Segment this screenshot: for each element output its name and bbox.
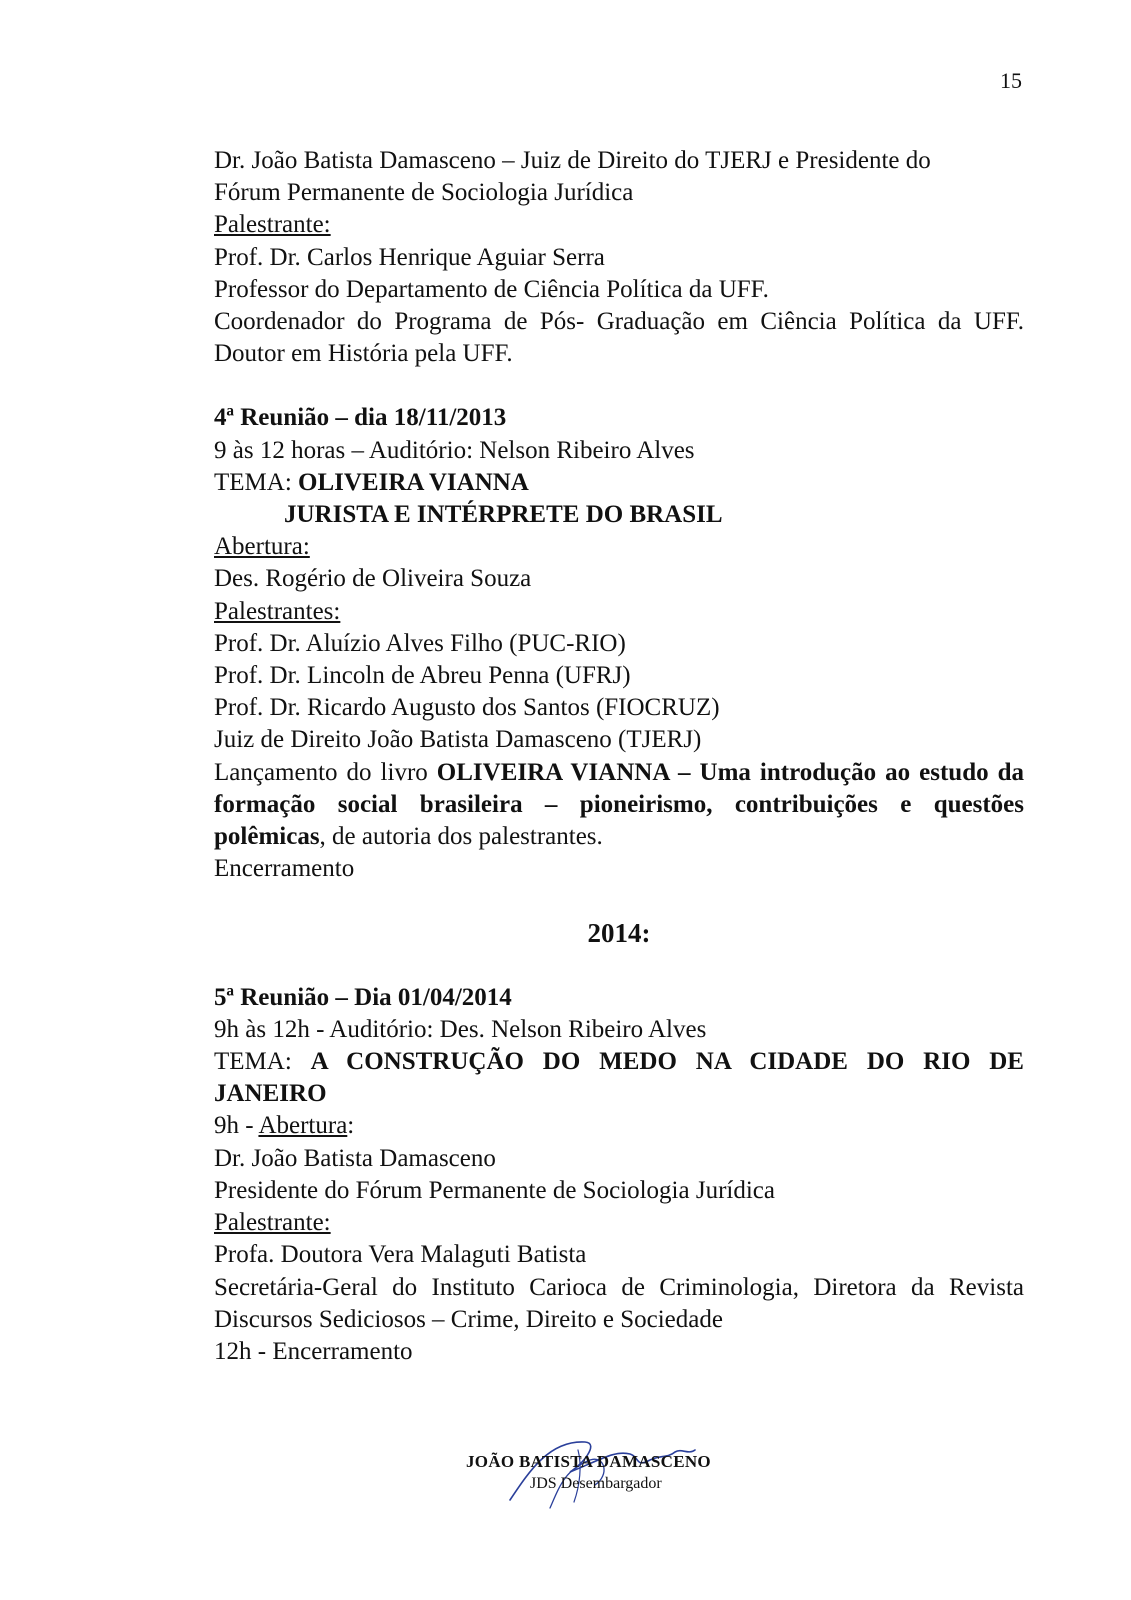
page-number: 15	[1000, 68, 1022, 93]
meeting5-tema-label: TEMA:	[214, 1048, 311, 1076]
meeting5-opening-role: Presidente do Fórum Permanente de Sociologia Jurídica	[214, 1176, 775, 1204]
year-heading: 2014:	[587, 918, 651, 949]
meeting4-tema-line-1: OLIVEIRA VIANNA	[298, 468, 529, 496]
intro-speaker-label: Palestrante:	[214, 211, 331, 239]
meeting4-book-title: OLIVEIRA VIANNA – Uma introdução ao estudo da formação social brasileira – pioneirismo, contribuições e questões polêmicas	[214, 758, 1025, 851]
meeting4-speaker-3: Prof. Dr. Ricardo Augusto dos Santos (FIOCRUZ)	[214, 694, 720, 722]
document-body	[214, 145, 1024, 1368]
meeting5-opening-colon: :	[347, 1112, 355, 1140]
signature-name: JOÃO BATISTA DAMASCENO	[466, 1452, 711, 1471]
meeting5-opening-time: 9h -	[214, 1112, 259, 1140]
meeting5-tema	[214, 1046, 1024, 1110]
intro-line-1: Dr. João Batista Damasceno – Juiz de Direito do TJERJ e Presidente do	[214, 147, 931, 174]
meeting5-speaker-label: Palestrante:	[214, 1209, 331, 1237]
intro-speaker-role-2: Coordenador do Programa de Pós- Graduação em Ciência Política da UFF. Doutor em História pela UFF.	[214, 308, 1024, 368]
meeting4-book-launch	[214, 757, 1024, 854]
meeting4-speaker-4: Juiz de Direito João Batista Damasceno (TJERJ)	[214, 726, 702, 754]
meeting4-time-place: 9 às 12 horas – Auditório: Nelson Ribeiro Alves	[214, 436, 695, 464]
meeting5-speaker-role: Secretária-Geral do Instituto Carioca de Criminologia, Diretora da Revista Discursos Sediciosos – Crime, Direito e Sociedade	[214, 1273, 1024, 1333]
meeting4-closing: Encerramento	[214, 855, 355, 883]
meeting4-tema-line-2: JURISTA E INTÉRPRETE DO BRASIL	[284, 501, 723, 529]
meeting5-closing: 12h - Encerramento	[214, 1337, 413, 1365]
meeting4-opening-name: Des. Rogério de Oliveira Souza	[214, 565, 532, 593]
meeting4-launch-suffix: , de autoria dos palestrantes.	[319, 823, 603, 851]
intro-speaker-role-1: Professor do Departamento de Ciência Política da UFF.	[214, 275, 769, 303]
meeting4-heading: 4ª Reunião – dia 18/11/2013	[214, 404, 507, 432]
meeting4-speakers-label: Palestrantes:	[214, 597, 341, 625]
intro-speaker-name: Prof. Dr. Carlos Henrique Aguiar Serra	[214, 243, 605, 271]
intro-line-2: Fórum Permanente de Sociologia Jurídica	[214, 179, 634, 207]
signature-role: JDS Desembargador	[530, 1475, 662, 1492]
meeting5-time-place: 9h às 12h - Auditório: Des. Nelson Ribeiro Alves	[214, 1015, 707, 1043]
meeting4-tema-label: TEMA:	[214, 468, 299, 496]
meeting4-launch-prefix: Lançamento do livro	[214, 758, 437, 786]
meeting5-tema-title: A CONSTRUÇÃO DO MEDO NA CIDADE DO RIO DE JANEIRO	[214, 1048, 1024, 1108]
meeting5-opening-name: Dr. João Batista Damasceno	[214, 1144, 496, 1172]
signature-block	[440, 1430, 760, 1510]
meeting5-opening-label: Abertura	[258, 1112, 348, 1140]
meeting5-heading: 5ª Reunião – Dia 01/04/2014	[214, 983, 512, 1011]
meeting4-opening-label: Abertura:	[214, 533, 310, 561]
meeting5-speaker-name: Profa. Doutora Vera Malaguti Batista	[214, 1241, 587, 1269]
meeting4-tema	[214, 467, 1024, 499]
meeting4-speaker-2: Prof. Dr. Lincoln de Abreu Penna (UFRJ)	[214, 662, 631, 690]
meeting4-speaker-1: Prof. Dr. Aluízio Alves Filho (PUC-RIO)	[214, 629, 626, 657]
meeting5-opening	[214, 1110, 1024, 1142]
